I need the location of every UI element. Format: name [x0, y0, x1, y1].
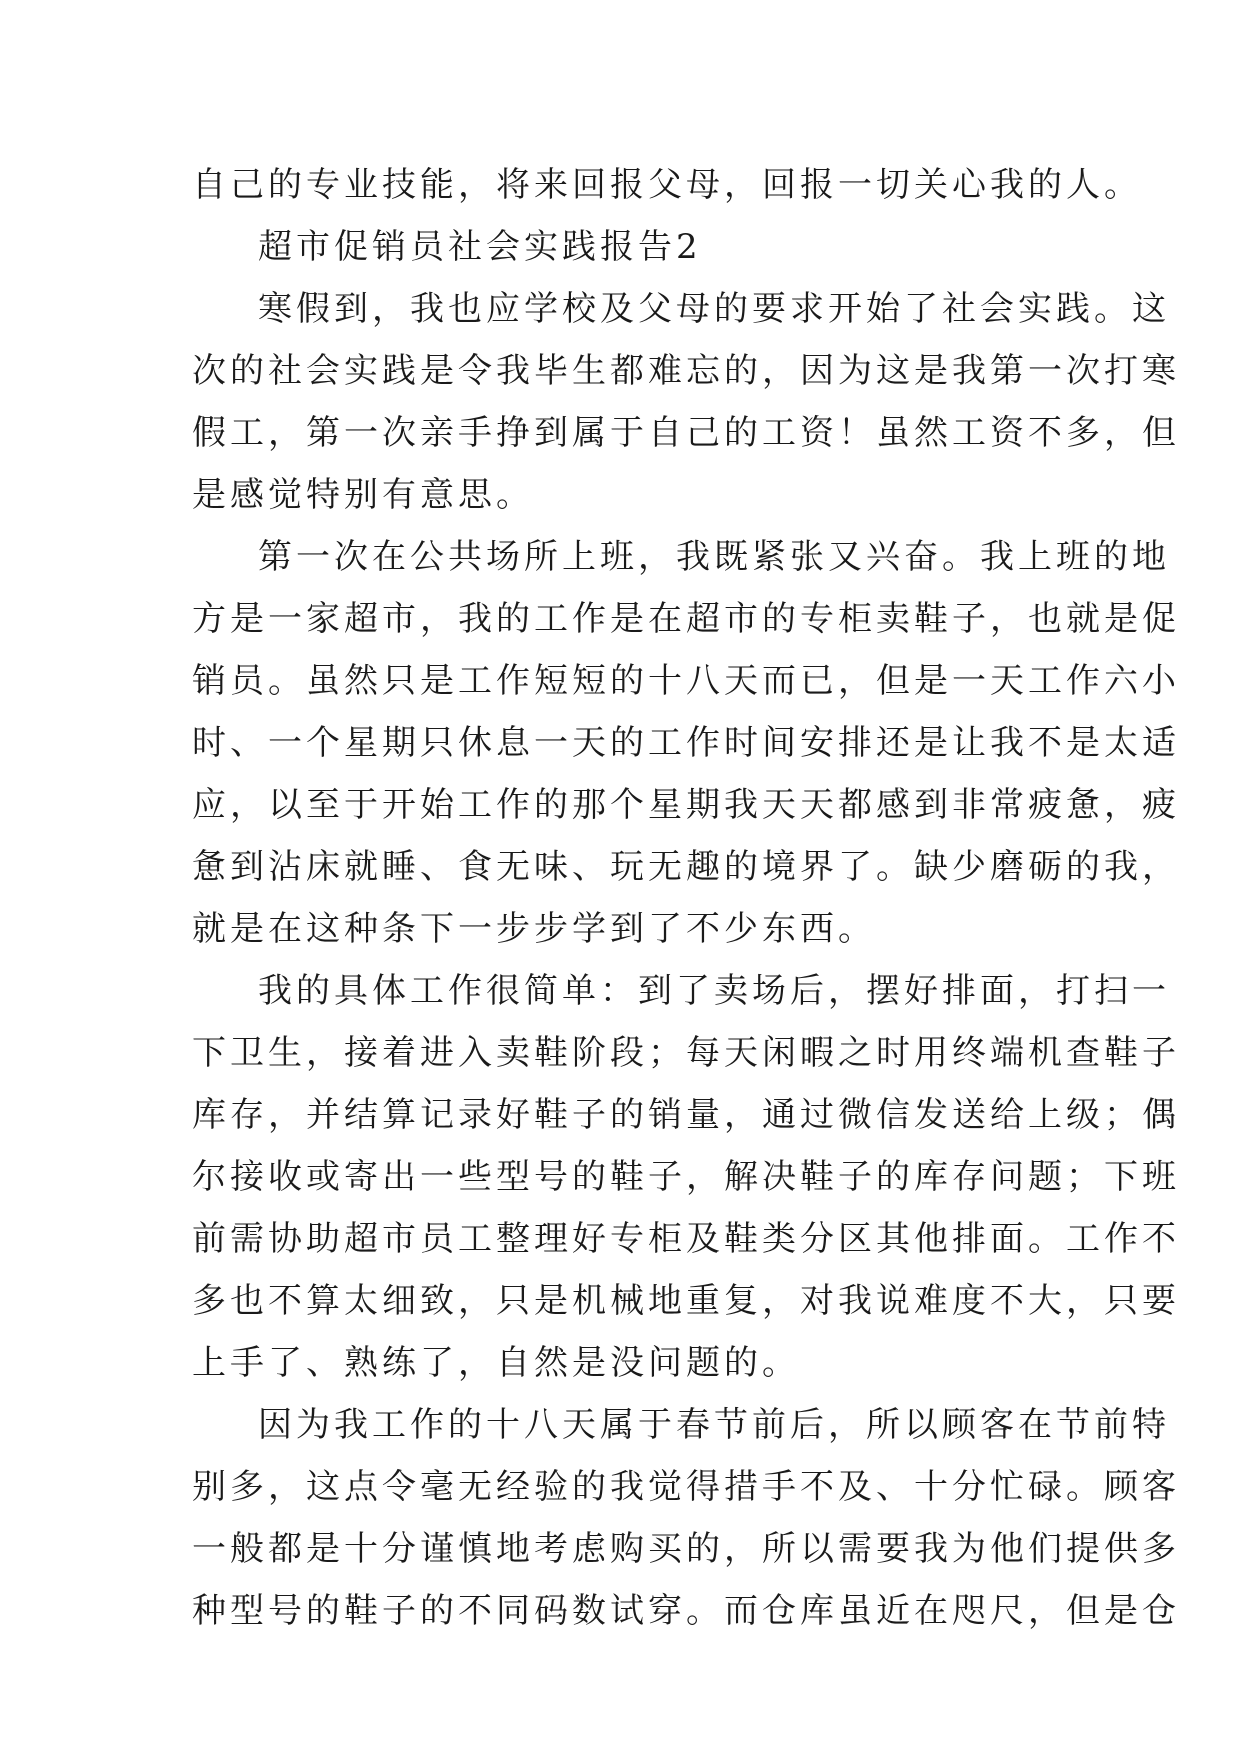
text-line: 第一次在公共场所上班，我既紧张又兴奋。我上班的地 — [258, 537, 1170, 577]
text-line: 方是一家超市，我的工作是在超市的专柜卖鞋子，也就是促 — [192, 599, 1180, 639]
text-line: 前需协助超市员工整理好专柜及鞋类分区其他排面。工作不 — [192, 1219, 1180, 1259]
text-line: 我的具体工作很简单：到了卖场后，摆好排面，打扫一 — [258, 971, 1170, 1011]
text-line: 惫到沾床就睡、食无味、玩无趣的境界了。缺少磨砺的我， — [192, 847, 1180, 887]
text-line: 就是在这种条下一步步学到了不少东西。 — [192, 909, 876, 949]
section-heading: 超市促销员社会实践报告2 — [258, 227, 702, 267]
text-line: 次的社会实践是令我毕生都难忘的，因为这是我第一次打寒 — [192, 351, 1180, 391]
text-line: 种型号的鞋子的不同码数试穿。而仓库虽近在咫尺，但是仓 — [192, 1591, 1180, 1631]
text-line: 假工，第一次亲手挣到属于自己的工资！虽然工资不多，但 — [192, 413, 1180, 453]
text-line: 尔接收或寄出一些型号的鞋子，解决鞋子的库存问题；下班 — [192, 1157, 1180, 1197]
text-line: 时、一个星期只休息一天的工作时间安排还是让我不是太适 — [192, 723, 1180, 763]
text-line: 是感觉特别有意思。 — [192, 475, 534, 515]
text-line: 库存，并结算记录好鞋子的销量，通过微信发送给上级；偶 — [192, 1095, 1180, 1135]
text-line: 多也不算太细致，只是机械地重复，对我说难度不大，只要 — [192, 1281, 1180, 1321]
text-line: 应，以至于开始工作的那个星期我天天都感到非常疲惫，疲 — [192, 785, 1180, 825]
text-line: 因为我工作的十八天属于春节前后，所以顾客在节前特 — [258, 1405, 1170, 1445]
text-line: 上手了、熟练了，自然是没问题的。 — [192, 1343, 800, 1383]
text-line: 自己的专业技能，将来回报父母，回报一切关心我的人。 — [192, 165, 1142, 205]
text-line: 别多，这点令毫无经验的我觉得措手不及、十分忙碌。顾客 — [192, 1467, 1180, 1507]
text-line: 下卫生，接着进入卖鞋阶段；每天闲暇之时用终端机查鞋子 — [192, 1033, 1180, 1073]
body-text — [192, 154, 1180, 1642]
text-line: 销员。虽然只是工作短短的十八天而已，但是一天工作六小 — [192, 661, 1180, 701]
text-line: 寒假到，我也应学校及父母的要求开始了社会实践。这 — [258, 289, 1170, 329]
text-line: 一般都是十分谨慎地考虑购买的，所以需要我为他们提供多 — [192, 1529, 1180, 1569]
